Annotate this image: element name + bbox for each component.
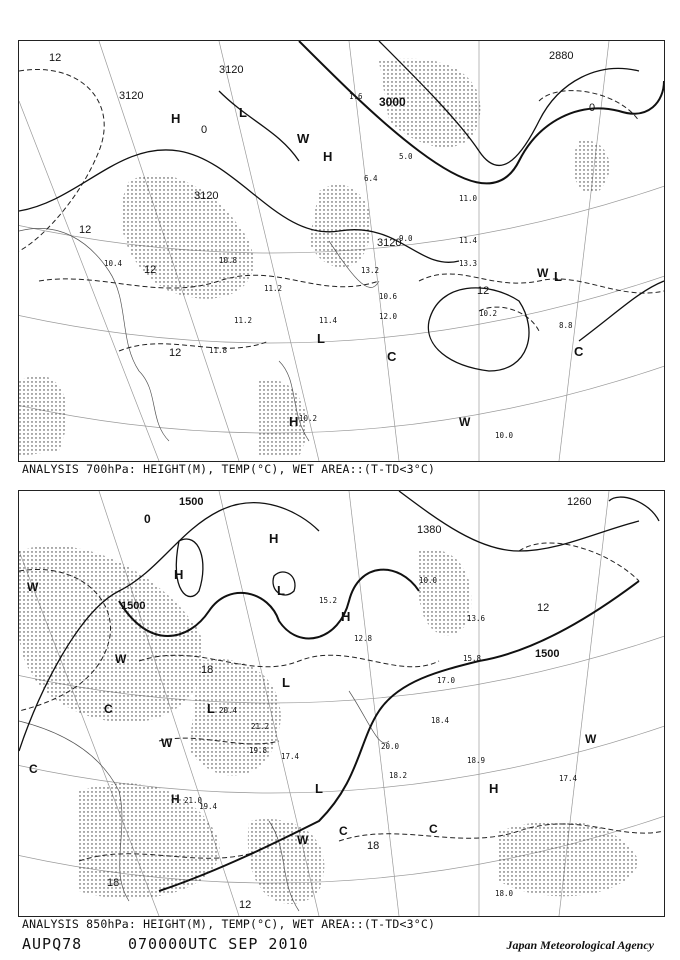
station-obs: 13.2 [361,266,380,275]
center-marker: W [297,833,309,847]
station-obs: 19.8 [249,746,268,755]
center-marker: C [387,349,397,364]
center-marker: W [115,652,127,666]
station-obs: 18.0 [495,889,514,898]
center-marker: C [339,824,348,838]
temp-label: 0 [201,124,208,136]
station-obs: 12.8 [354,634,373,643]
product-id: AUPQ78 [22,935,83,953]
map-700hpa-canvas [19,41,664,461]
station-obs: 11.0 [459,194,478,203]
station-obs: 8.8 [559,321,573,330]
center-marker: L [282,675,290,690]
height-label: 1500 [121,600,146,612]
center-marker: C [429,822,438,836]
center-marker: H [171,792,180,806]
center-marker: H [174,567,184,582]
temp-label: 18 [367,840,380,852]
temp-label: 12 [79,224,92,236]
center-marker: L [239,105,247,120]
height-label: 1260 [567,496,592,508]
station-obs: 10.8 [219,256,238,265]
temp-label: 0 [589,102,596,114]
agency-name: Japan Meteorological Agency [506,938,654,952]
station-obs: 18.4 [431,716,450,725]
station-obs: 20.4 [219,706,238,715]
station-obs: 9.0 [399,234,413,243]
temp-label: 12 [537,602,550,614]
center-marker: L [554,269,562,284]
station-obs: 5.0 [399,152,413,161]
station-obs: 17.4 [559,774,578,783]
temp-label: 18 [201,664,214,676]
temp-label: 12 [477,285,490,297]
temp-label: 12 [49,52,62,64]
center-marker: H [341,609,351,624]
center-marker: H [269,531,279,546]
station-obs: 18.2 [389,771,408,780]
station-obs: 17.0 [437,676,456,685]
height-label: 1500 [179,496,204,508]
station-obs: 12.0 [379,312,398,321]
center-marker: W [459,415,471,429]
height-label: 3000 [379,95,406,109]
station-obs: 10.2 [479,309,498,318]
station-obs: 11.2 [264,284,283,293]
station-obs: 10.2 [299,414,318,423]
station-obs: 6.4 [364,174,378,183]
caption-850hpa: ANALYSIS 850hPa: HEIGHT(M), TEMP(°C), WET AREA::(T-TD<3°C) [22,917,436,931]
station-obs: 11.4 [459,236,478,245]
station-obs: 1.6 [349,92,363,101]
center-marker: W [297,131,310,146]
center-marker: H [289,414,299,429]
center-marker: W [161,736,173,750]
center-marker: H [323,149,333,164]
temp-label: 12 [144,264,157,276]
center-marker: L [315,781,323,796]
station-obs: 18.9 [467,756,486,765]
station-obs: 15.2 [319,596,338,605]
map-700hpa [18,40,665,462]
center-marker: H [489,781,499,796]
height-label: 3120 [119,90,144,102]
station-obs: 20.0 [381,742,400,751]
station-obs: 13.6 [467,614,486,623]
center-marker: W [585,732,597,746]
caption-700hpa: ANALYSIS 700hPa: HEIGHT(M), TEMP(°C), WET AREA::(T-TD<3°C) [22,462,436,476]
center-marker: C [29,762,38,776]
height-label: 1500 [535,648,560,660]
station-obs: 11.4 [319,316,338,325]
station-obs: 10.4 [104,259,123,268]
station-obs: 11.8 [209,346,228,355]
station-obs: 21.2 [251,722,270,731]
wet-area [19,59,609,457]
station-obs: 15.8 [463,654,482,663]
center-marker: C [574,344,584,359]
temp-label: 18 [107,877,120,889]
height-label: 1380 [417,524,442,536]
station-obs: 10.6 [379,292,398,301]
center-marker: W [27,580,39,594]
station-obs: 17.4 [281,752,300,761]
temp-label: 12 [239,899,252,911]
height-label: 3120 [219,64,244,76]
valid-time: 070000UTC SEP 2010 [128,935,309,953]
station-obs: 10.0 [495,431,514,440]
temp-label: 0 [144,512,151,526]
station-obs: 19.4 [199,802,218,811]
center-marker: H [171,111,181,126]
center-marker: W [537,266,549,280]
station-obs: 21.0 [184,796,203,805]
center-marker: L [207,701,215,716]
station-obs: 11.2 [234,316,253,325]
map-850hpa [18,490,665,917]
center-marker: L [277,583,285,598]
temp-label: 12 [169,347,182,359]
center-marker: C [104,702,113,716]
station-obs: 10.0 [419,576,438,585]
height-label: 3120 [194,190,219,202]
center-marker: L [317,331,325,346]
map-850hpa-canvas [19,491,664,916]
station-obs: 13.3 [459,259,478,268]
height-label: 2880 [549,50,574,62]
height-label: 3120 [377,237,402,249]
